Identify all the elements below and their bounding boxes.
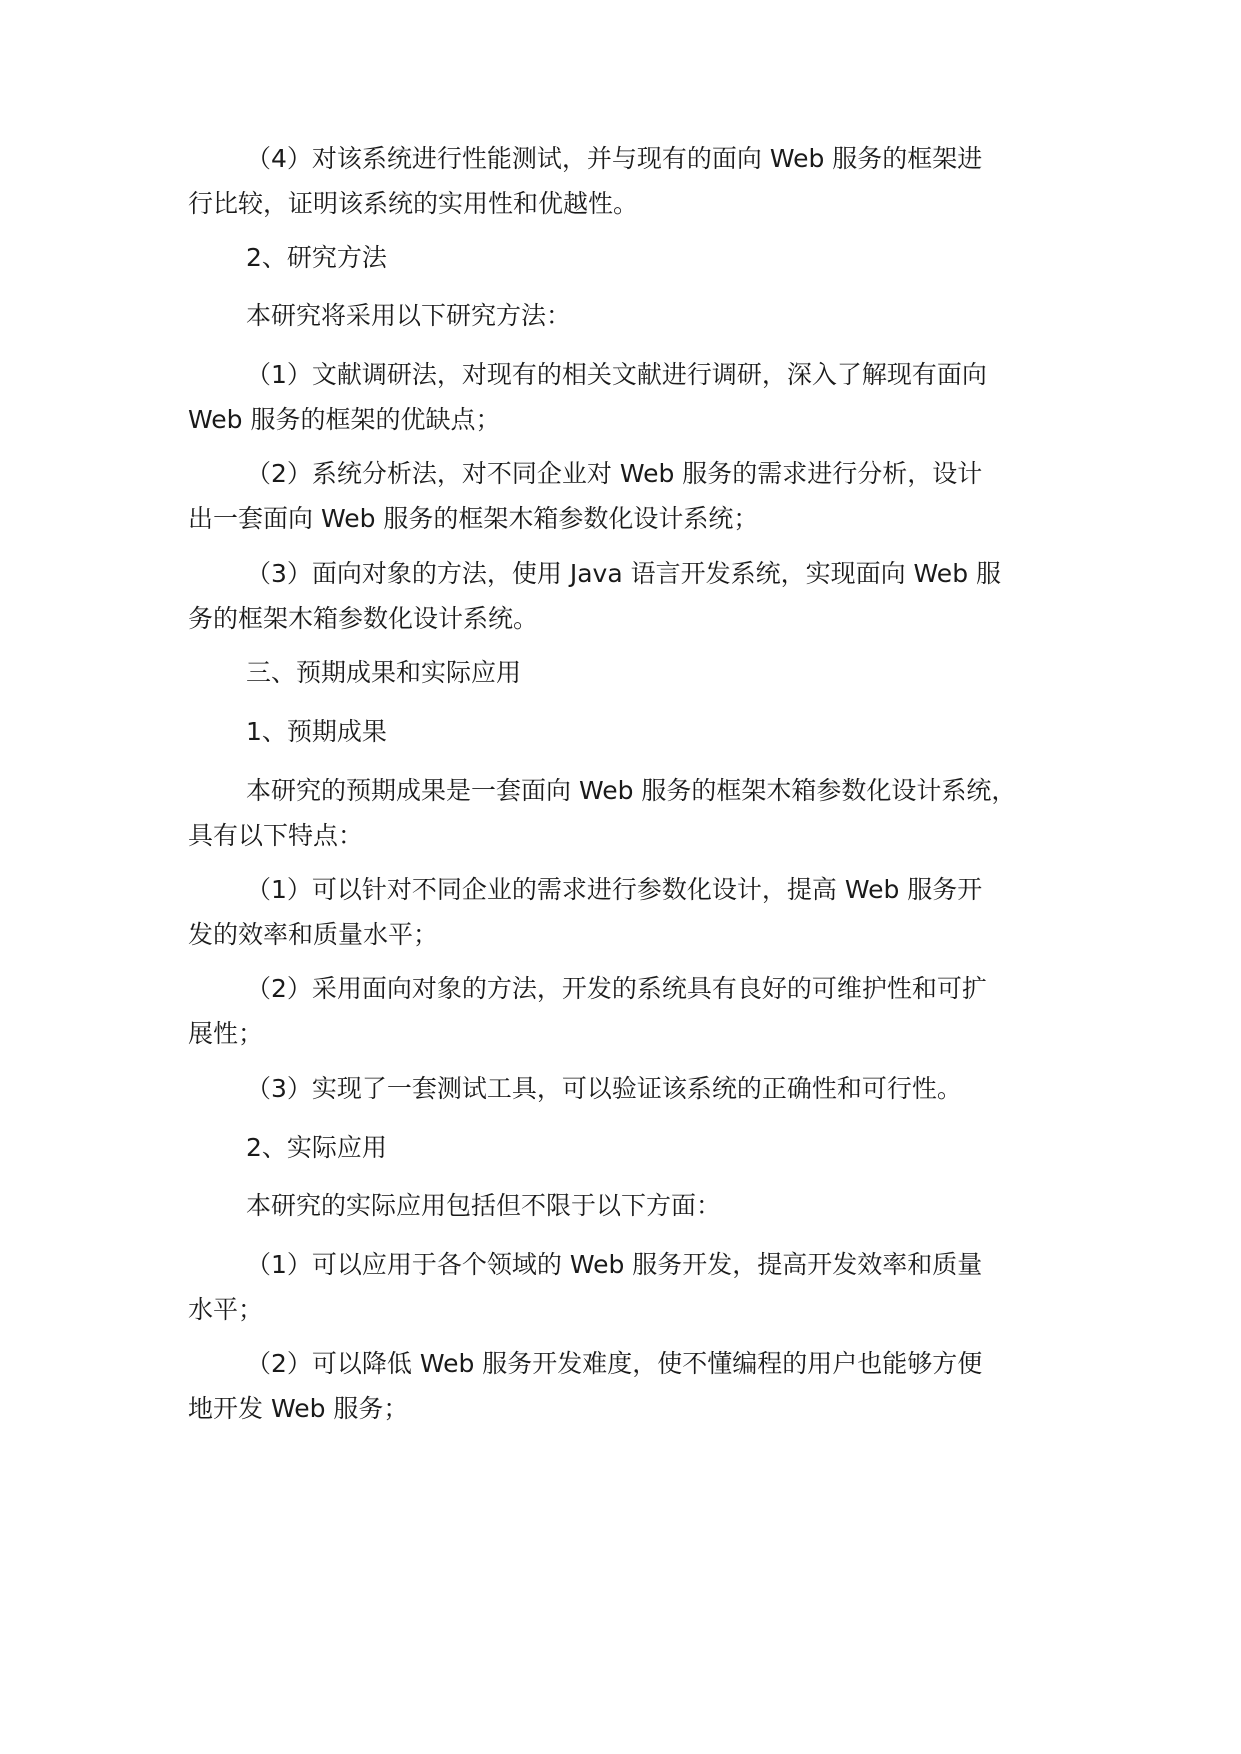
paragraph-line: 2、实际应用 [246, 1133, 387, 1162]
paragraph-line: 行比较，证明该系统的实用性和优越性。 [188, 189, 639, 218]
paragraph-line: （3）面向对象的方法，使用 Java 语言开发系统，实现面向 Web 服 [246, 559, 1002, 588]
paragraph [188, 293, 1088, 338]
paragraph-line: （3）实现了一套测试工具，可以验证该系统的正确性和可行性。 [246, 1074, 962, 1103]
paragraph-line: Web 服务的框架的优缺点； [188, 405, 501, 434]
paragraph [188, 768, 1088, 858]
section-heading [188, 1125, 1088, 1170]
section-heading [188, 235, 1088, 280]
paragraph-line: （2）采用面向对象的方法，开发的系统具有良好的可维护性和可扩 [246, 974, 987, 1003]
paragraph-line: 出一套面向 Web 服务的框架木箱参数化设计系统； [188, 504, 759, 533]
paragraph [188, 966, 1088, 1056]
paragraph-line: 发的效率和质量水平； [188, 920, 439, 949]
paragraph-line: 本研究的实际应用包括但不限于以下方面： [246, 1191, 722, 1220]
section-heading [188, 650, 1088, 695]
paragraph [188, 1066, 1088, 1111]
paragraph-line: 本研究的预期成果是一套面向 Web 服务的框架木箱参数化设计系统， [246, 776, 1017, 805]
paragraph-line: （4）对该系统进行性能测试，并与现有的面向 Web 服务的框架进 [246, 144, 983, 173]
paragraph-line: （1）可以针对不同企业的需求进行参数化设计，提高 Web 服务开 [246, 875, 983, 904]
paragraph-line: （1）可以应用于各个领域的 Web 服务开发，提高开发效率和质量 [246, 1250, 983, 1279]
paragraph-line: 三、预期成果和实际应用 [246, 658, 522, 687]
paragraph [188, 352, 1088, 442]
paragraph [188, 1183, 1088, 1228]
paragraph-line: 具有以下特点： [188, 821, 364, 850]
paragraph-line: 水平； [188, 1295, 264, 1324]
paragraph [188, 551, 1088, 641]
paragraph [188, 867, 1088, 957]
section-heading [188, 709, 1088, 754]
paragraph-line: 1、预期成果 [246, 717, 387, 746]
paragraph-line: 务的框架木箱参数化设计系统。 [188, 604, 539, 633]
paragraph-line: 地开发 Web 服务； [188, 1394, 409, 1423]
paragraph-line: （1）文献调研法，对现有的相关文献进行调研，深入了解现有面向 [246, 360, 987, 389]
paragraph-line: 展性； [188, 1019, 264, 1048]
paragraph-line: （2）系统分析法，对不同企业对 Web 服务的需求进行分析，设计 [246, 459, 983, 488]
paragraph-line: 本研究将采用以下研究方法： [246, 301, 572, 330]
paragraph-line: （2）可以降低 Web 服务开发难度，使不懂编程的用户也能够方便 [246, 1349, 983, 1378]
paragraph [188, 451, 1088, 541]
paragraph [188, 1242, 1088, 1332]
paragraph-line: 2、研究方法 [246, 243, 387, 272]
paragraph [188, 1341, 1088, 1431]
paragraph [188, 136, 1088, 226]
